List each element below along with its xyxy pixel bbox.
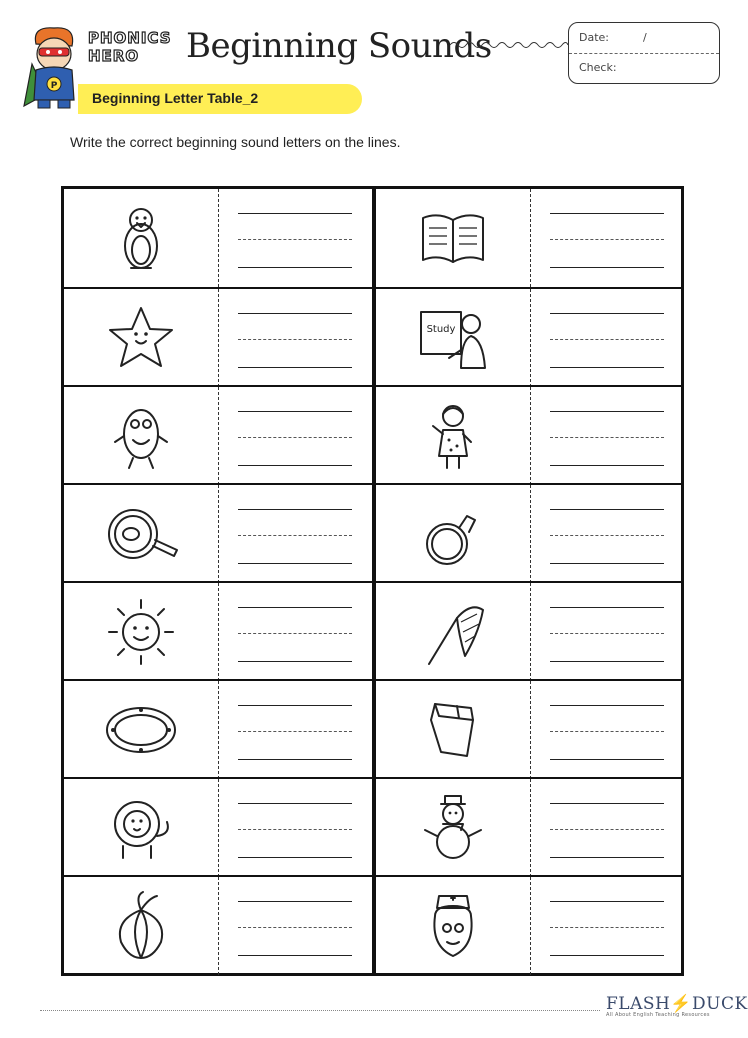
writing-guide-dashed-line xyxy=(238,339,352,340)
onion-icon xyxy=(64,877,218,975)
table-cell-left xyxy=(64,681,372,779)
writing-line xyxy=(238,661,352,662)
penguin-icon xyxy=(64,189,218,287)
nurse-icon xyxy=(376,877,530,975)
writing-guide-dashed-line xyxy=(238,927,352,928)
writing-line xyxy=(550,465,664,466)
date-slash: / xyxy=(643,31,647,44)
table-row xyxy=(64,483,681,583)
table-cell-right xyxy=(376,485,684,583)
cell-divider xyxy=(218,289,219,387)
worksheet-table xyxy=(61,186,684,976)
writing-line xyxy=(238,563,352,564)
writing-line xyxy=(238,955,352,956)
writing-guide-dashed-line xyxy=(238,437,352,438)
writing-line xyxy=(550,267,664,268)
writing-line xyxy=(550,705,664,706)
table-row xyxy=(64,287,681,387)
footer-divider xyxy=(40,1010,600,1011)
ring-icon xyxy=(376,485,530,583)
writing-line xyxy=(238,857,352,858)
cell-divider xyxy=(530,289,531,387)
table-cell-right xyxy=(376,877,684,975)
table-cell-left xyxy=(64,189,372,287)
writing-line xyxy=(238,705,352,706)
cell-divider xyxy=(218,583,219,681)
check-label: Check: xyxy=(579,61,617,74)
writing-guide-dashed-line xyxy=(238,633,352,634)
writing-line xyxy=(550,759,664,760)
table-cell-left xyxy=(64,387,372,485)
lion-icon xyxy=(64,779,218,877)
writing-line xyxy=(550,901,664,902)
cell-divider xyxy=(530,779,531,877)
subtitle: Beginning Letter Table_2 xyxy=(92,90,259,106)
table-row xyxy=(64,875,681,975)
writing-line xyxy=(238,465,352,466)
table-cell-right xyxy=(376,583,684,681)
table-cell-left xyxy=(64,289,372,387)
table-cell-left xyxy=(64,877,372,975)
cell-divider xyxy=(218,387,219,485)
cell-divider xyxy=(218,485,219,583)
table-cell-right xyxy=(376,681,684,779)
writing-line xyxy=(550,213,664,214)
page-title: Beginning Sounds xyxy=(186,26,492,66)
snowman-icon xyxy=(376,779,530,877)
subtitle-bar xyxy=(78,84,362,114)
table-row xyxy=(64,189,681,287)
date-check-separator xyxy=(569,53,719,54)
cell-divider xyxy=(530,583,531,681)
table-cell-left xyxy=(64,779,372,877)
table-row xyxy=(64,385,681,485)
logo-flash-text: FLASH xyxy=(606,994,671,1014)
cell-divider xyxy=(530,877,531,975)
writing-guide-dashed-line xyxy=(550,239,664,240)
girl-icon xyxy=(376,387,530,485)
tray-icon xyxy=(64,681,218,779)
mascot-badge-letter: P xyxy=(50,81,58,91)
cell-divider xyxy=(530,485,531,583)
cell-divider xyxy=(218,681,219,779)
book-icon xyxy=(376,189,530,287)
squiggle-decoration-icon xyxy=(450,38,568,52)
writing-guide-dashed-line xyxy=(550,339,664,340)
phonics-hero-logo xyxy=(88,30,180,70)
pan-icon xyxy=(64,485,218,583)
writing-guide-dashed-line xyxy=(238,535,352,536)
writing-line xyxy=(550,563,664,564)
logo-duck-text: DUCK xyxy=(692,994,748,1014)
writing-line xyxy=(238,803,352,804)
writing-guide-dashed-line xyxy=(550,633,664,634)
writing-line xyxy=(550,955,664,956)
writing-line xyxy=(550,803,664,804)
sun-icon xyxy=(64,583,218,681)
student-icon xyxy=(376,289,530,387)
writing-guide-dashed-line xyxy=(238,731,352,732)
table-row xyxy=(64,777,681,877)
writing-line xyxy=(550,607,664,608)
writing-line xyxy=(550,411,664,412)
writing-guide-dashed-line xyxy=(550,437,664,438)
writing-line xyxy=(550,367,664,368)
writing-line xyxy=(238,367,352,368)
table-cell-right xyxy=(376,387,684,485)
writing-guide-dashed-line xyxy=(550,731,664,732)
writing-line xyxy=(550,313,664,314)
writing-guide-dashed-line xyxy=(238,239,352,240)
table-cell-right xyxy=(376,189,684,287)
monster-icon xyxy=(64,387,218,485)
cell-divider xyxy=(530,189,531,287)
table-row xyxy=(64,581,681,681)
study-board-text: Study xyxy=(426,324,456,335)
phonics-hero-mascot-icon xyxy=(22,24,84,110)
cell-divider xyxy=(530,387,531,485)
writing-line xyxy=(238,213,352,214)
writing-line xyxy=(550,857,664,858)
writing-line xyxy=(238,411,352,412)
writing-line xyxy=(238,509,352,510)
table-cell-left xyxy=(64,485,372,583)
writing-guide-dashed-line xyxy=(550,829,664,830)
writing-line xyxy=(238,607,352,608)
writing-line xyxy=(550,509,664,510)
net-icon xyxy=(376,583,530,681)
writing-guide-dashed-line xyxy=(550,927,664,928)
writing-line xyxy=(238,313,352,314)
bag-icon xyxy=(376,681,530,779)
table-cell-left xyxy=(64,583,372,681)
writing-line xyxy=(238,267,352,268)
lightning-bolt-icon: ⚡ xyxy=(670,994,693,1014)
writing-guide-dashed-line xyxy=(238,829,352,830)
brand-line-2: HERO xyxy=(88,47,140,65)
date-check-box xyxy=(568,22,720,84)
writing-guide-dashed-line xyxy=(550,535,664,536)
table-cell-right xyxy=(376,289,684,387)
star-icon xyxy=(64,289,218,387)
cell-divider xyxy=(530,681,531,779)
writing-line xyxy=(238,901,352,902)
cell-divider xyxy=(218,877,219,975)
writing-line xyxy=(238,759,352,760)
table-cell-right xyxy=(376,779,684,877)
writing-line xyxy=(550,661,664,662)
table-row xyxy=(64,679,681,779)
cell-divider xyxy=(218,779,219,877)
logo-tagline: All About English Teaching Resources xyxy=(606,1012,710,1018)
flash-duck-logo xyxy=(606,994,748,1018)
instruction-text: Write the correct beginning sound letters on the lines. xyxy=(70,134,401,150)
brand-line-1: PHONICS xyxy=(88,29,172,47)
date-label: Date: xyxy=(579,31,609,44)
cell-divider xyxy=(218,189,219,287)
